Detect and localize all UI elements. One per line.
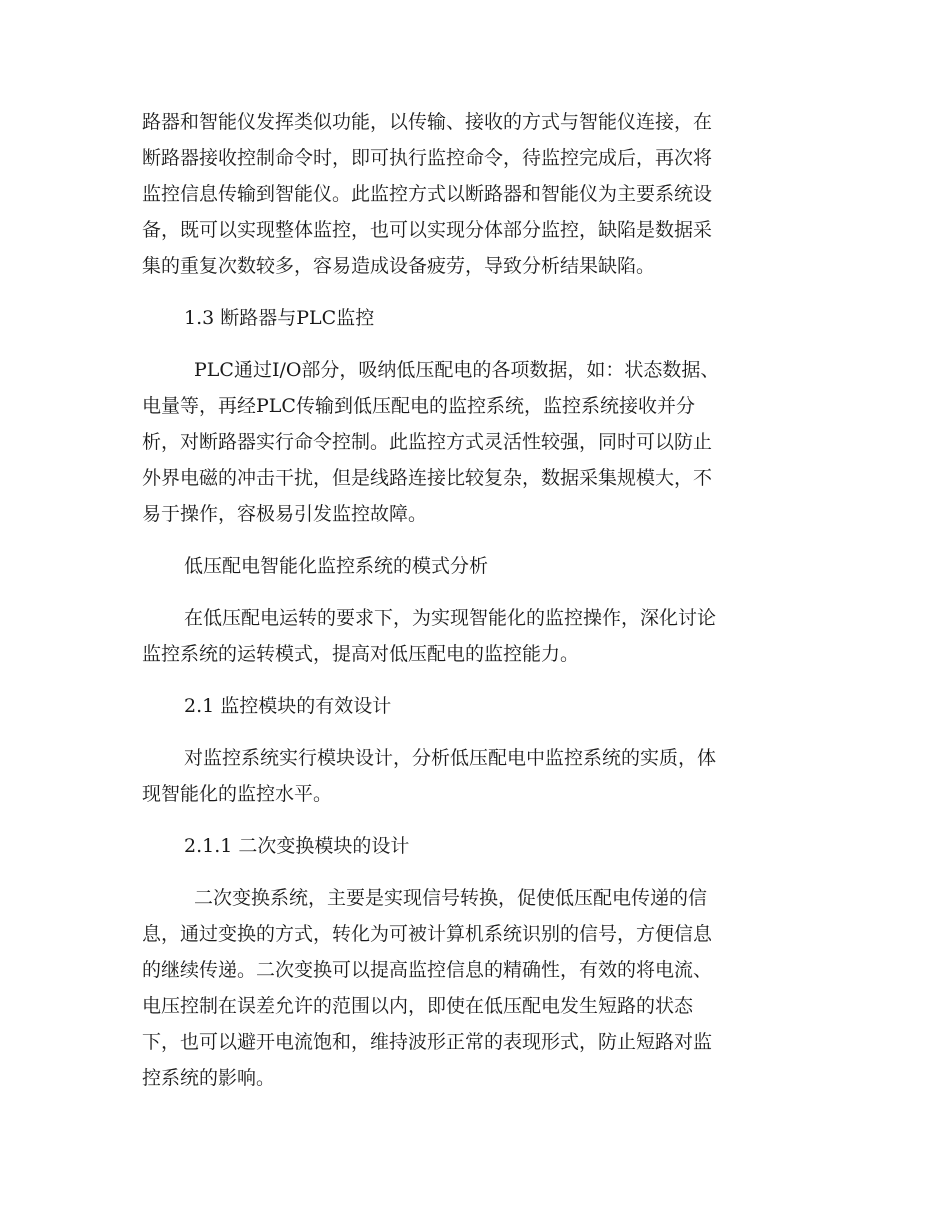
text-line: 控系统的影响。 [142,1067,276,1089]
text-line: 电压控制在误差允许的范围以内，即使在低压配电发生短路的状态 [142,995,694,1017]
text-line: 下，也可以避开电流饱和，维持波形正常的表现形式，防止短路对监 [142,1031,713,1053]
text-line: 路器和智能仪发挥类似功能，以传输、接收的方式与智能仪连接，在 [142,111,713,133]
text-line: 的继续传递。二次变换可以提高监控信息的精确性，有效的将电流、 [142,959,713,981]
text-line: 断路器接收控制命令时，即可执行监控命令，待监控完成后，再次将 [142,147,713,169]
heading-mode-analysis [142,548,794,584]
paragraph-plc-monitoring [142,352,794,532]
document-page [142,104,794,1096]
text-line: PLC通过I/O部分，吸纳低压配电的各项数据，如：状态数据、 [194,359,720,381]
section-heading: 低压配电智能化监控系统的模式分析 [184,555,489,577]
text-line: 在低压配电运转的要求下，为实现智能化的监控操作，深化讨论 [184,607,717,629]
text-line: 电量等，再经PLC传输到低压配电的监控系统，监控系统接收并分 [142,395,695,417]
text-line: 易于操作，容极易引发监控故障。 [142,503,428,525]
paragraph-operating-mode [142,600,794,672]
text-line: 二次变换系统，主要是实现信号转换，促使低压配电传递的信 [194,887,708,909]
paragraph-breaker-smart-instrument [142,104,794,284]
text-line: 监控信息传输到智能仪。此监控方式以断路器和智能仪为主要系统设 [142,183,713,205]
section-heading: 2.1 监控模块的有效设计 [184,695,392,717]
text-line: 对监控系统实行模块设计，分析低压配电中监控系统的实质，体 [184,747,717,769]
paragraph-secondary-conversion [142,880,794,1096]
heading-2-1-1 [142,828,794,864]
section-heading: 2.1.1 二次变换模块的设计 [184,835,410,857]
text-line: 备，既可以实现整体监控，也可以实现分体部分监控，缺陷是数据采 [142,219,713,241]
heading-2-1 [142,688,794,724]
text-line: 息，通过变换的方式，转化为可被计算机系统识别的信号，方便信息 [142,923,713,945]
text-line: 集的重复次数较多，容易造成设备疲劳，导致分析结果缺陷。 [142,255,656,277]
heading-1-3 [142,300,794,336]
text-line: 外界电磁的冲击干扰，但是线路连接比较复杂，数据采集规模大，不 [142,467,713,489]
text-line: 析，对断路器实行命令控制。此监控方式灵活性较强，同时可以防止 [142,431,713,453]
paragraph-module-design [142,740,794,812]
text-line: 现智能化的监控水平。 [142,783,333,805]
text-line: 监控系统的运转模式，提高对低压配电的监控能力。 [142,643,580,665]
section-heading: 1.3 断路器与PLC监控 [184,307,375,329]
